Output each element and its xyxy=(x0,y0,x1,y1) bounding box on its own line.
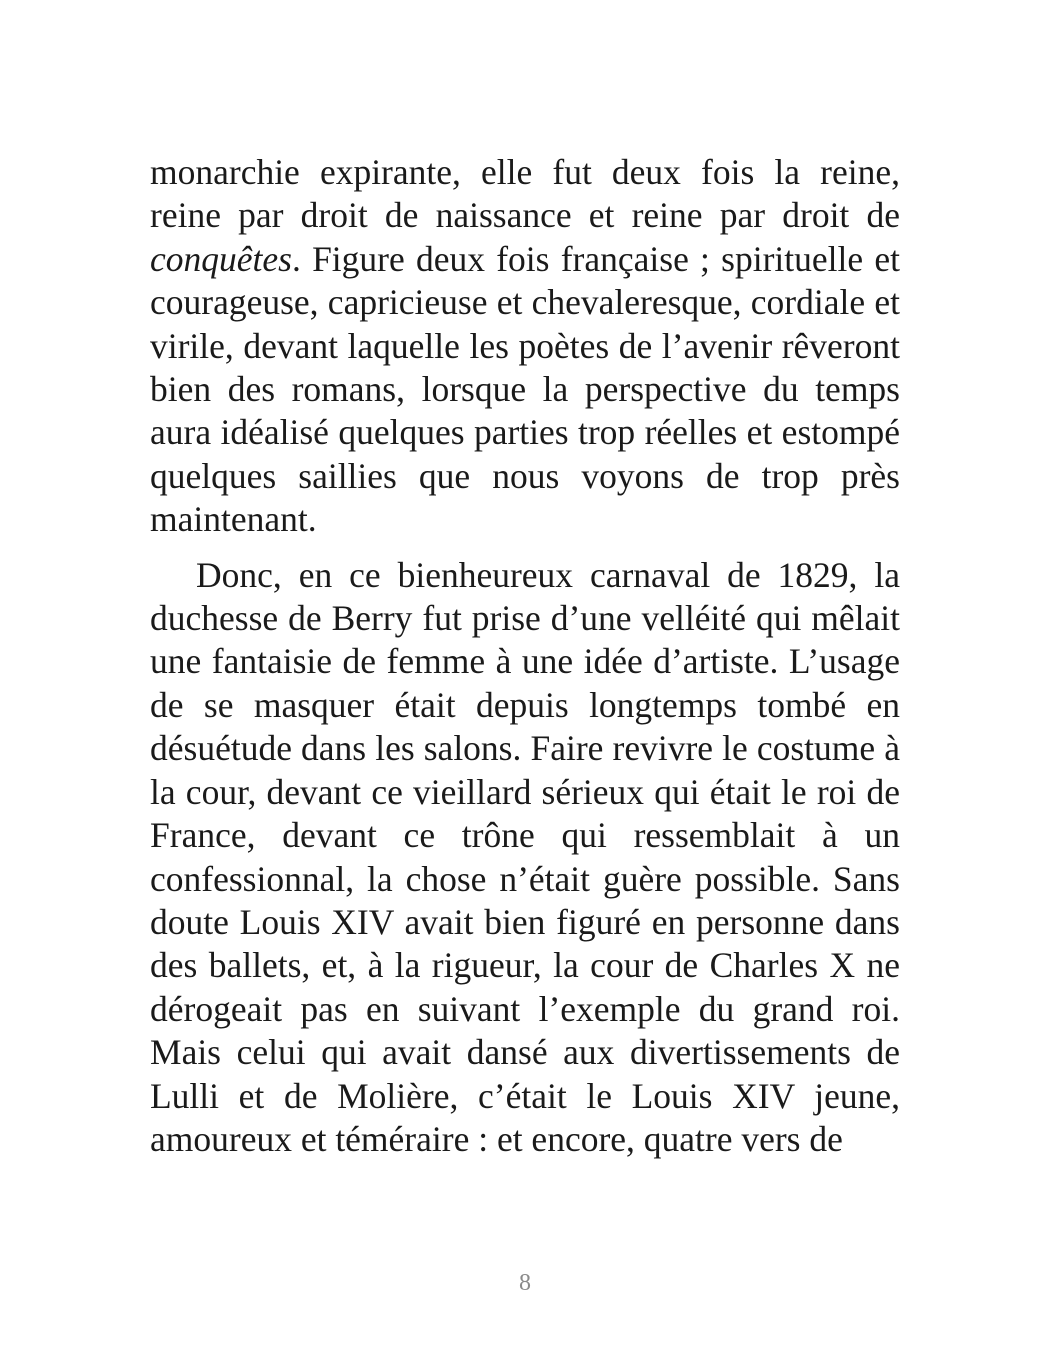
page-body xyxy=(150,151,900,1161)
paragraph-1 xyxy=(150,151,900,542)
paragraph-2-text: Donc, en ce bienheureux carnaval de 1829, la duchesse de Berry fut prise d’une velléité qui mêlait une fantaisie de femme à une idée d’artiste. L’usage de se masquer était depuis longtemps tombé en désuétude dans les salons. Faire revivre le costume à la cour, devant ce vieillard sérieux qui était le roi de France, devant ce trône qui ressemblait à un confessionnal, la chose n’était guère possible. Sans doute Louis XIV avait bien figuré en personne dans des ballets, et, à la rigueur, la cour de Charles X ne dérogeait pas en suivant l’exemple du grand roi. Mais celui qui avait dansé aux divertissements de Lulli et de Molière, c’était le Louis XIV jeune, amoureux et téméraire : et encore, quatre vers de xyxy=(150,554,900,1159)
page-number: 8 xyxy=(519,1270,531,1296)
paragraph-1-text-a: monarchie expirante, elle fut deux fois la reine, reine par droit de naissance et reine par droit de xyxy=(150,152,900,236)
paragraph-1-italic-word: conquêtes xyxy=(150,238,292,279)
paragraph-1-text-b: . Figure deux fois française ; spirituelle et courageuse, capricieuse et chevaleresque, cordiale et virile, devant laquelle les poètes de l’avenir rêveront bien des romans, lorsque la perspective du temps aura idéalisé quelques parties trop réelles et estompé quelques saillies que nous voyons de trop près maintenant. xyxy=(150,238,900,540)
paragraph-2 xyxy=(150,554,900,1162)
